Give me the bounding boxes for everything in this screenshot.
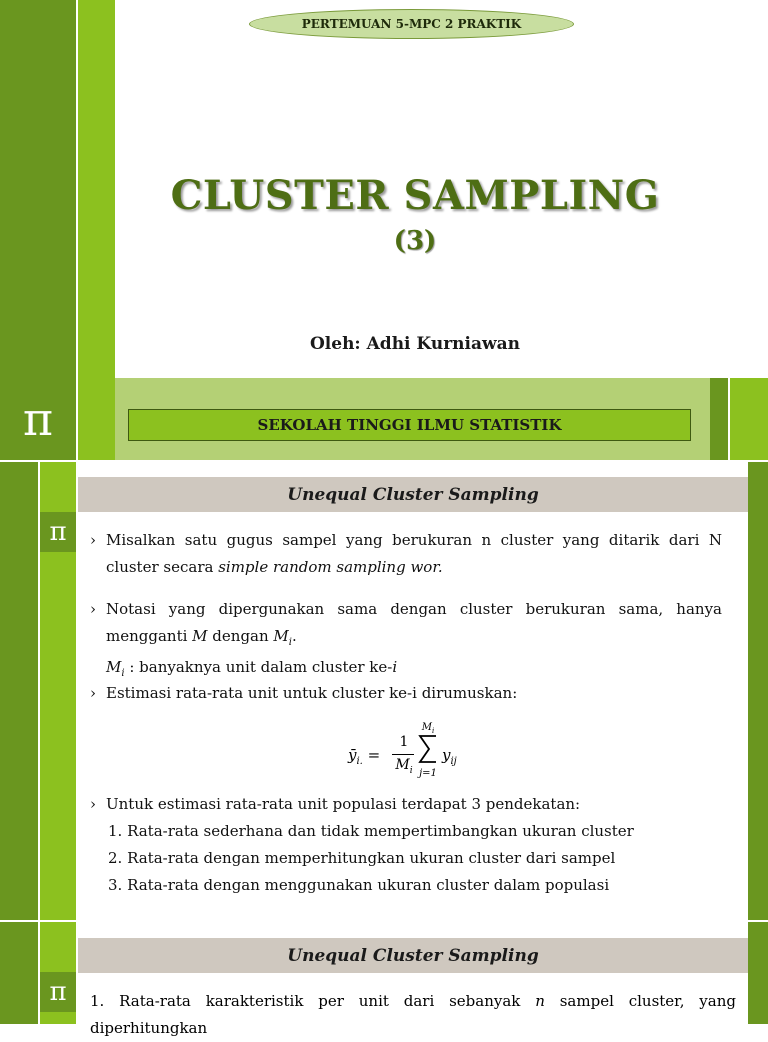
summation-icon <box>418 734 438 764</box>
pi-icon: π <box>40 512 76 552</box>
bullet-2-main: Notasi yang dipergunakan sama dengan cluster berukuran sama, hanya mengganti <box>106 600 722 645</box>
band-right-dark <box>710 378 728 460</box>
slide3-text-main: 1. Rata-rata karakteristik per unit dari sebanyak <box>90 992 536 1010</box>
slide3-text-rest: sampel cluster, yang diperhitungkan <box>90 992 736 1037</box>
formula-denominator-sub: i <box>409 765 413 776</box>
left-stripe-dark <box>0 0 76 378</box>
math-Mi: M <box>106 658 122 676</box>
math-i: i <box>392 658 398 676</box>
pi-icon: π <box>40 972 76 1012</box>
bullet-chevron-icon: › <box>90 684 96 702</box>
slide2-right-stripe <box>748 462 768 922</box>
slide3-header: Unequal Cluster Sampling <box>78 938 748 973</box>
formula-term <box>442 746 457 767</box>
formula-numerator: 1 <box>399 734 409 750</box>
formula-denominator-M: M <box>395 757 410 773</box>
formula-denominator <box>392 756 416 780</box>
list-item: 1. Rata-rata sederhana dan tidak mempertimbangkan ukuran cluster <box>108 822 634 840</box>
mi-definition-text: : banyaknya unit dalam cluster ke- <box>124 658 393 676</box>
slide-separator <box>0 920 768 922</box>
slide2-header: Unequal Cluster Sampling <box>78 477 748 512</box>
formula-lhs <box>348 746 380 767</box>
formula-sum-upper-M: M <box>421 722 432 733</box>
band-right-light <box>730 378 768 460</box>
list-item: 3. Rata-rata dengan menggunakan ukuran cluster dalam populasi <box>108 876 610 894</box>
formula-equals: = <box>362 746 381 764</box>
pi-icon: π <box>22 392 54 446</box>
author-line: Oleh: Adhi Kurniawan <box>309 334 520 354</box>
formula-sum-lower: j=1 <box>419 768 437 779</box>
formula-ybar: ȳ <box>348 746 357 764</box>
bullet-1-text <box>106 527 722 581</box>
formula-sum-upper-sub: i <box>432 727 435 735</box>
band-light-stripe <box>78 378 115 460</box>
slide3-text <box>90 988 736 1042</box>
slide3-right-stripe <box>748 922 768 1024</box>
slide-title: CLUSTER SAMPLING <box>170 172 660 219</box>
list-item: 2. Rata-rata dengan memperhitungkan ukuran cluster dari sampel <box>108 849 616 867</box>
institution-name: SEKOLAH TINGGI ILMU STATISTIK <box>128 409 691 441</box>
left-stripe-light <box>78 0 115 378</box>
slide-subtitle: (3) <box>393 226 437 256</box>
bullet-1-main: Misalkan satu gugus sampel yang berukuran n cluster yang ditarik dari N cluster secara <box>106 531 722 576</box>
math-n: n <box>535 992 545 1010</box>
bullet-2-text <box>106 596 722 656</box>
math-Mi: M <box>273 627 289 645</box>
math-M: M <box>192 627 208 645</box>
formula-lhs-sub: i. <box>356 756 363 767</box>
math-sub-i: i <box>288 637 292 648</box>
bullet-chevron-icon: › <box>90 531 96 549</box>
formula-cluster-mean <box>330 720 490 790</box>
slide3-left-stripe-dark <box>0 922 38 1024</box>
bullet-4-text: Untuk estimasi rata-rata unit populasi terdapat 3 pendekatan: <box>106 795 581 813</box>
slide2-left-stripe-dark <box>0 462 38 922</box>
bullet-1-italic: simple random sampling wor. <box>218 558 443 576</box>
bullet-2-end: . <box>291 627 297 645</box>
math-sub-i: i <box>121 668 125 679</box>
formula-fraction-bar <box>392 754 414 755</box>
formula-term-sub: ij <box>450 756 457 767</box>
slide-separator <box>0 460 768 462</box>
bullet-chevron-icon: › <box>90 795 96 813</box>
formula-y: y <box>442 746 451 764</box>
bullet-3-text: Estimasi rata-rata unit untuk cluster ke-i dirumuskan: <box>106 684 518 702</box>
bullet-chevron-icon: › <box>90 600 96 618</box>
bullet-2-dengan: dengan <box>207 627 274 645</box>
meeting-label: PERTEMUAN 5-MPC 2 PRAKTIK <box>249 9 574 39</box>
